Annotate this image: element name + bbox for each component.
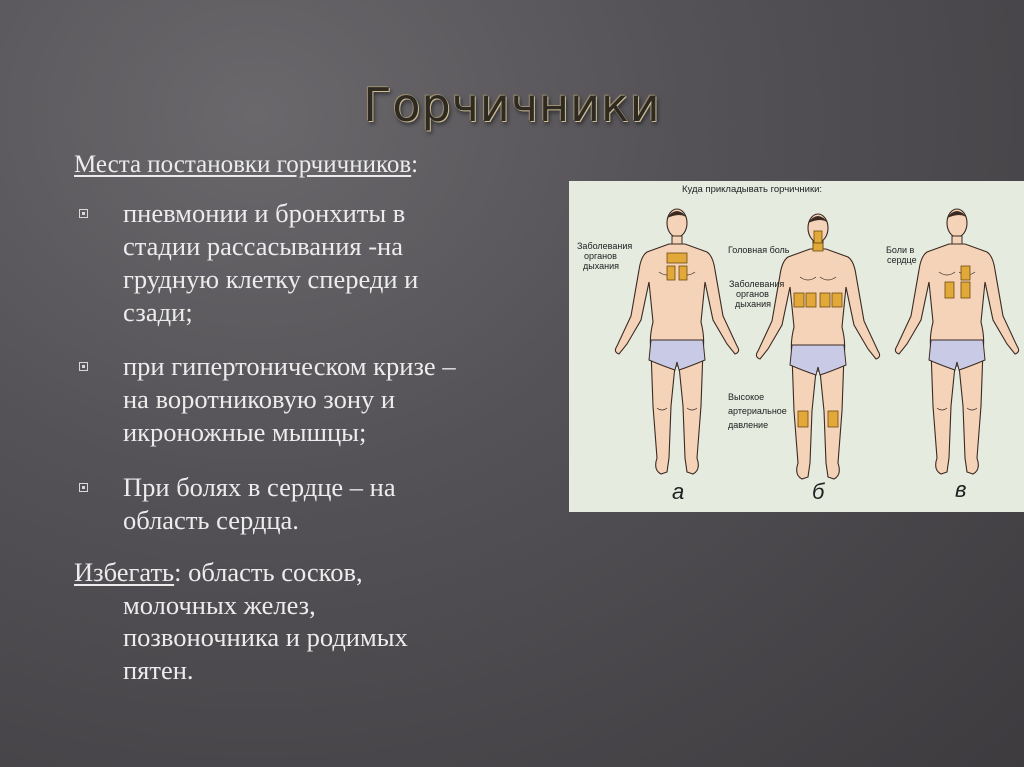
label-pressure: артериальное (728, 406, 787, 416)
label-respiratory-b: дыхания (735, 299, 771, 309)
avoid-line: : область сосков, (174, 557, 363, 587)
bullet-marker-icon (79, 209, 88, 218)
avoid-line: позвоночника и родимых (123, 622, 408, 652)
avoid-label: Избегать (74, 557, 175, 587)
bullet-line: сзади; (123, 297, 193, 327)
label-heart: сердце (887, 255, 917, 265)
figure-letter-c: в (955, 477, 967, 502)
label-respiratory-a: Заболевания (577, 241, 633, 251)
heading-text: Места постановки горчичников (74, 151, 412, 178)
heading (74, 151, 418, 179)
figure-letter-a: а (672, 479, 685, 504)
heading-colon: : (411, 151, 419, 178)
bullet-line: икроножные мышцы; (123, 417, 367, 447)
bullet-line: При болях в сердце – на (123, 472, 396, 502)
avoid-paragraph (74, 556, 534, 686)
figure-letter-b: б (812, 479, 825, 504)
bullet-line: область сердца. (123, 505, 299, 535)
avoid-line: пятен. (123, 654, 194, 685)
avoid-line: молочных желез, (123, 589, 316, 620)
bullet-line: пневмонии и бронхиты в (123, 198, 406, 228)
body-diagram (569, 181, 1024, 512)
label-headache: Головная боль (728, 245, 790, 255)
label-respiratory-b: Заболевания (729, 279, 785, 289)
label-respiratory-a: дыхания (583, 261, 619, 271)
bullet-line: при гипертоническом кризе – (123, 351, 456, 381)
label-pressure: Высокое (728, 392, 765, 402)
bullet-line: грудную клетку спереди и (123, 264, 419, 294)
bullet-marker-icon (79, 362, 88, 371)
body-front-a (615, 209, 738, 474)
label-pressure: давление (728, 420, 769, 430)
body-diagram-figure (569, 181, 1024, 512)
bullet-line: стадии рассасывания -на (123, 231, 403, 261)
label-respiratory-a: органов (584, 251, 617, 261)
bullet-line: на воротниковую зону и (123, 384, 396, 414)
label-heart: Боли в (886, 245, 915, 255)
bullet-marker-icon (79, 483, 88, 492)
label-respiratory-b: органов (736, 289, 769, 299)
slide-title: Горчичники (363, 78, 661, 132)
figure-caption: Куда прикладывать горчичники: (682, 184, 823, 195)
